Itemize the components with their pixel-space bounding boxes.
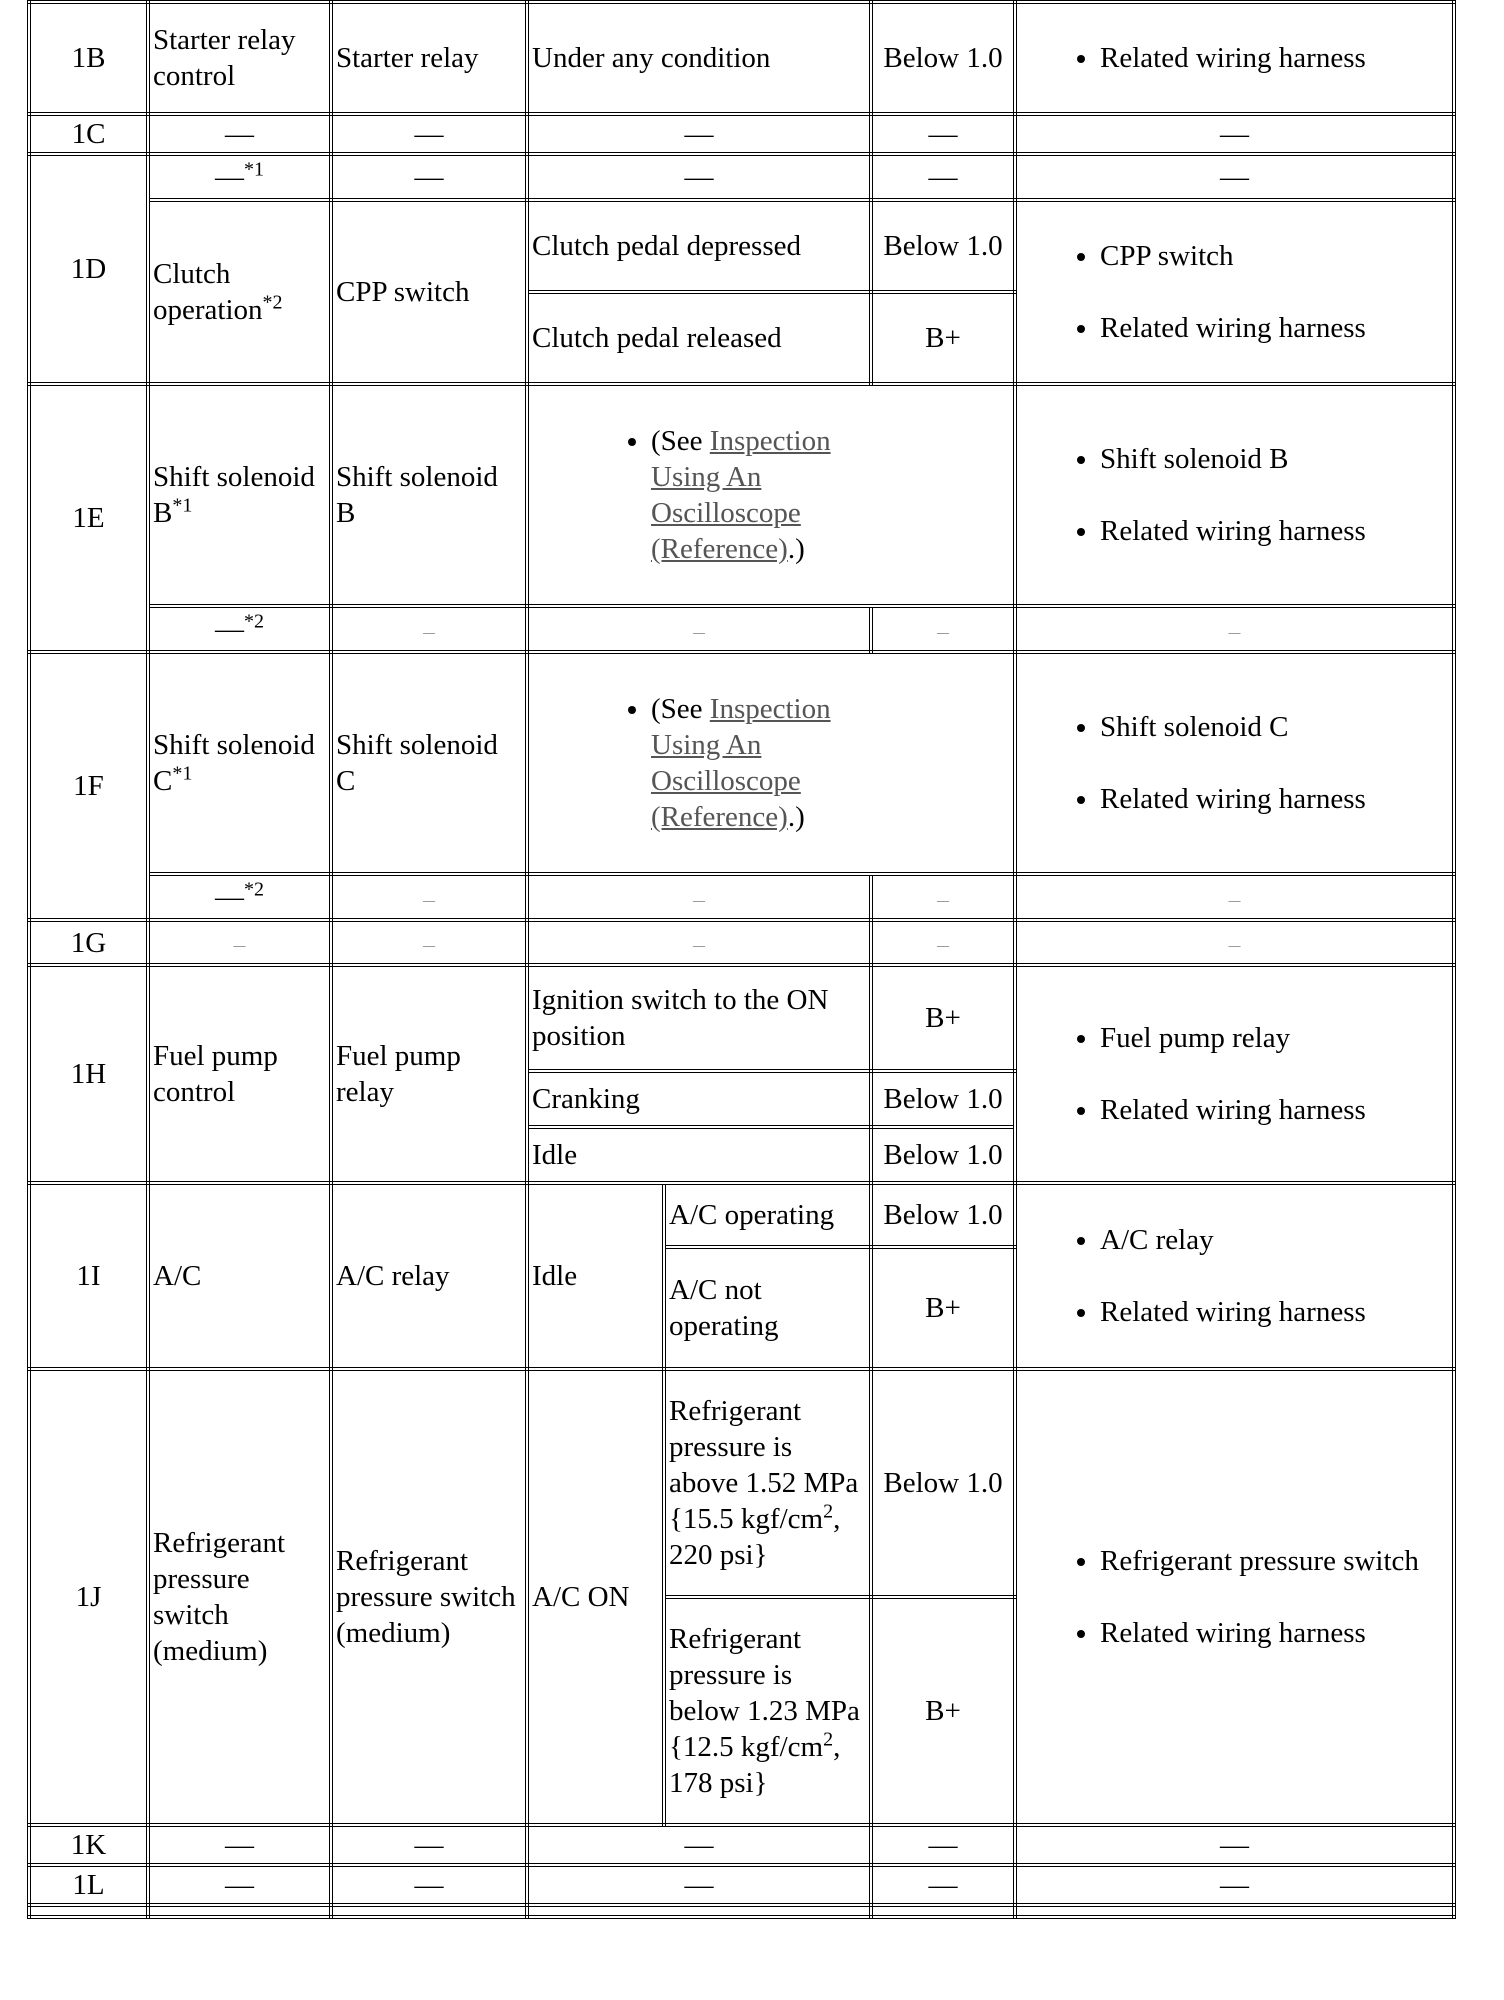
inspection-point: • Related wiring harness: [1100, 1092, 1449, 1128]
reference-cell: [527, 384, 1015, 606]
signal-cell: [148, 652, 331, 874]
continuation-cell: [871, 1905, 1015, 1917]
dash-cell: [1015, 920, 1454, 965]
voltage-cell: Below 1.0: [871, 2, 1015, 114]
continuation-cell: [1015, 1905, 1454, 1917]
dash-cell: —: [527, 154, 871, 200]
inspection-point-cell: [1015, 652, 1454, 874]
dash-cell: —: [871, 114, 1015, 154]
connected-to-cell: Starter relay: [331, 2, 527, 114]
terminal-cell: 1K: [29, 1825, 148, 1865]
voltage-cell: B+: [871, 1597, 1015, 1825]
terminal-cell: 1J: [29, 1369, 148, 1825]
terminal-cell: 1C: [29, 114, 148, 154]
footnote-mark: *1: [172, 762, 193, 785]
inspection-point-cell: [1015, 200, 1454, 384]
connected-to-cell: Shift solenoid C: [331, 652, 527, 874]
dash-cell: —: [331, 114, 527, 154]
connected-to-cell: CPP switch: [331, 200, 527, 384]
dash-text: —: [937, 624, 950, 639]
footnote-cell: [148, 154, 331, 200]
dash-cell: [871, 920, 1015, 965]
terminal-cell: 1G: [29, 920, 148, 965]
inspection-point: • Related wiring harness: [1100, 1615, 1449, 1651]
condition-cell: Ignition switch to the ON position: [527, 965, 871, 1071]
voltage-cell: Below 1.0: [871, 1071, 1015, 1127]
reference-prefix: (See: [651, 425, 710, 457]
inspection-point: • Related wiring harness: [1100, 1294, 1449, 1330]
dash-cell: —: [527, 1825, 871, 1865]
dash-cell: [871, 606, 1015, 652]
connected-to-cell: A/C relay: [331, 1183, 527, 1369]
dash-cell: —: [1015, 1865, 1454, 1905]
dash-cell: [331, 606, 527, 652]
signal-cell: [148, 200, 331, 384]
continuation-cell: [148, 1905, 331, 1917]
pressure-text: Refrigerant pressure is below 1.23 MPa {12.5 kgf/cm: [669, 1623, 860, 1763]
dash-cell: —: [148, 1825, 331, 1865]
inspection-point: • Shift solenoid C: [1100, 709, 1449, 745]
footnote-cell: [148, 606, 331, 652]
dash-cell: [527, 874, 871, 920]
unit-exponent: 2: [823, 1500, 834, 1523]
footnote-mark: *2: [244, 610, 264, 633]
table-row: [29, 606, 1454, 652]
reference-suffix: .): [787, 533, 805, 565]
footnote-mark: *1: [172, 494, 193, 517]
reference-item: [651, 691, 891, 835]
voltage-cell: Below 1.0: [871, 1183, 1015, 1247]
continuation-cell: [331, 1905, 527, 1917]
footnote-mark: *2: [262, 291, 283, 314]
dash-text: —: [1228, 938, 1241, 952]
terminal-cell: 1I: [29, 1183, 148, 1369]
inspection-point-cell: [1015, 2, 1454, 114]
voltage-cell: B+: [871, 1247, 1015, 1369]
dash-text: —: [233, 938, 246, 952]
signal-cell: Refrigerant pressure switch (medium): [148, 1369, 331, 1825]
dash-cell: —: [331, 154, 527, 200]
dash-cell: —: [871, 1865, 1015, 1905]
dash-text: —: [693, 938, 705, 952]
table-row: [29, 2, 1454, 114]
signal-text: Clutch operation: [153, 258, 263, 326]
condition-cell: Clutch pedal depressed: [527, 200, 871, 292]
dash-text: —: [937, 892, 950, 907]
dash-text: —: [693, 624, 705, 639]
condition-cell: Idle: [527, 1127, 871, 1183]
dash-cell: —: [148, 1865, 331, 1905]
signal-cell: Fuel pump control: [148, 965, 331, 1183]
voltage-cell: Below 1.0: [871, 1369, 1015, 1597]
table-row: [29, 652, 1454, 874]
inspection-point-cell: [1015, 1369, 1454, 1825]
table-row: [29, 1825, 1454, 1865]
dash-cell: [331, 874, 527, 920]
table-row: [29, 965, 1454, 1071]
table-row: [29, 1369, 1454, 1597]
inspection-point: • Related wiring harness: [1100, 781, 1449, 817]
terminal-cell: 1H: [29, 965, 148, 1183]
dash-cell: —: [331, 1865, 527, 1905]
dash-cell: [1015, 606, 1454, 652]
sub-condition-cell: [664, 1369, 871, 1597]
dash-cell: [148, 920, 331, 965]
terminal-cell: 1E: [29, 384, 148, 652]
dash-cell: [1015, 874, 1454, 920]
dash-text: —: [423, 624, 435, 639]
oscilloscope-reference-link[interactable]: Inspection Using An Oscilloscope (Reference): [651, 693, 831, 833]
dash-cell: —: [331, 1825, 527, 1865]
inspection-point: • CPP switch: [1100, 238, 1449, 274]
dash-text: —: [423, 892, 435, 907]
inspection-point: • Shift solenoid B: [1100, 441, 1449, 477]
continuation-cell: [527, 1905, 871, 1917]
table-row: [29, 1865, 1454, 1905]
sub-condition-cell: A/C not operating: [664, 1247, 871, 1369]
terminal-cell: 1D: [29, 154, 148, 384]
inspection-point: • A/C relay: [1100, 1222, 1449, 1258]
voltage-cell: B+: [871, 292, 1015, 384]
dash-cell: —: [1015, 1825, 1454, 1865]
terminal-voltage-table: [27, 0, 1456, 1919]
signal-text: Shift solenoid C: [153, 729, 315, 797]
connected-to-cell: Fuel pump relay: [331, 965, 527, 1183]
connected-to-cell: Refrigerant pressure switch (medium): [331, 1369, 527, 1825]
connected-to-cell: Shift solenoid B: [331, 384, 527, 606]
reference-cell: [527, 652, 1015, 874]
dash-cell: [871, 874, 1015, 920]
condition-cell: A/C ON: [527, 1369, 664, 1825]
pressure-text: Refrigerant pressure is above 1.52 MPa {15.5 kgf/cm: [669, 1395, 859, 1535]
voltage-cell: Below 1.0: [871, 200, 1015, 292]
pressure-text: , 178 psi}: [669, 1731, 841, 1799]
dash-cell: —: [1015, 114, 1454, 154]
condition-cell: Idle: [527, 1183, 664, 1369]
inspection-point: • Related wiring harness: [1100, 513, 1449, 549]
signal-cell: [148, 384, 331, 606]
signal-cell: A/C: [148, 1183, 331, 1369]
dash-cell: —: [148, 114, 331, 154]
table-row: [29, 114, 1454, 154]
inspection-point-cell: [1015, 965, 1454, 1183]
dash-text: —: [937, 938, 950, 952]
sub-condition-cell: A/C operating: [664, 1183, 871, 1247]
reference-prefix: (See: [651, 693, 710, 725]
inspection-point-cell: [1015, 384, 1454, 606]
condition-cell: Clutch pedal released: [527, 292, 871, 384]
table-row: [29, 154, 1454, 200]
dash-cell: —: [1015, 154, 1454, 200]
terminal-cell: 1L: [29, 1865, 148, 1905]
dash-text: —: [693, 892, 705, 907]
terminal-cell: 1B: [29, 2, 148, 114]
dash-cell: —: [527, 1865, 871, 1905]
footnote-mark: *2: [244, 878, 264, 901]
oscilloscope-reference-link[interactable]: Inspection Using An Oscilloscope (Reference): [651, 425, 831, 565]
voltage-cell: Below 1.0: [871, 1127, 1015, 1183]
pressure-text: , 220 psi}: [669, 1503, 841, 1571]
footnote-mark: *1: [244, 158, 264, 181]
unit-exponent: 2: [823, 1728, 834, 1751]
dash-text: —: [215, 881, 244, 913]
reference-suffix: .): [787, 801, 805, 833]
dash-cell: [527, 920, 871, 965]
reference-item: [651, 423, 891, 567]
dash-text: —: [1228, 892, 1241, 907]
dash-cell: —: [527, 114, 871, 154]
dash-text: —: [215, 613, 244, 645]
voltage-cell: B+: [871, 965, 1015, 1071]
inspection-point: • Related wiring harness: [1100, 40, 1449, 76]
table-row: [29, 200, 1454, 292]
inspection-point: • Refrigerant pressure switch: [1100, 1543, 1449, 1579]
sub-condition-cell: [664, 1597, 871, 1825]
dash-text: —: [1228, 624, 1241, 639]
dash-text: —: [423, 938, 435, 952]
signal-cell: Starter relay control: [148, 2, 331, 114]
table-row: [29, 384, 1454, 606]
dash-cell: [527, 606, 871, 652]
condition-cell: Under any condition: [527, 2, 871, 114]
table-row: [29, 874, 1454, 920]
terminal-cell: 1F: [29, 652, 148, 920]
inspection-point: • Related wiring harness: [1100, 310, 1449, 346]
condition-cell: Cranking: [527, 1071, 871, 1127]
table-row-continuation: [29, 1905, 1454, 1917]
signal-text: Shift solenoid B: [153, 461, 315, 529]
inspection-point: • Fuel pump relay: [1100, 1020, 1449, 1056]
table-row: [29, 1183, 1454, 1247]
inspection-point-cell: [1015, 1183, 1454, 1369]
footnote-cell: [148, 874, 331, 920]
table-row: [29, 920, 1454, 965]
continuation-cell: [29, 1905, 148, 1917]
dash-text: —: [215, 161, 244, 193]
dash-cell: —: [871, 154, 1015, 200]
dash-cell: [331, 920, 527, 965]
dash-cell: —: [871, 1825, 1015, 1865]
